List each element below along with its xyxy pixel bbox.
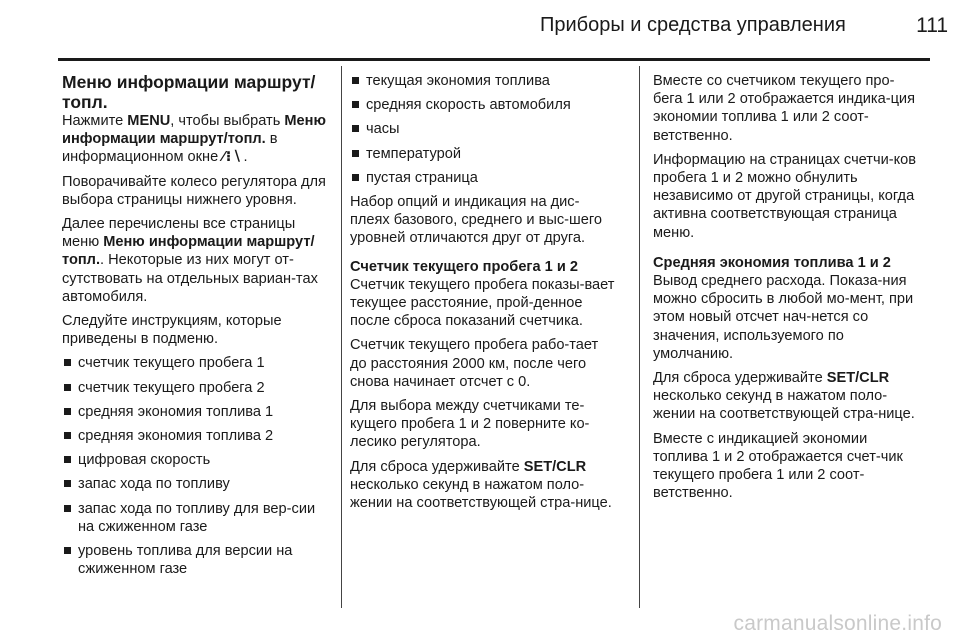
pages-list-continued <box>350 72 618 187</box>
paragraph-together: Вместе со счетчиком текущего про-бега 1 или 2 отображается индика-ция экономии топлива 1 или 2 соот-ветственно. <box>653 73 915 144</box>
paragraph-trip-shows: Счетчик текущего пробега показы-вает текущее расстояние, прой-денное после сброса показаний счетчика. <box>350 276 615 330</box>
header-rule <box>58 58 930 61</box>
list-item: температурой <box>350 145 618 163</box>
text: , чтобы выбрать <box>170 113 285 129</box>
list-item: счетчик текущего пробега 1 <box>62 354 330 372</box>
list-item: цифровая скорость <box>62 451 330 469</box>
column-1 <box>62 72 330 584</box>
column-3 <box>653 72 921 508</box>
paragraph-follow-instructions: Следуйте инструкциям, которые приведены в подменю. <box>62 313 282 348</box>
list-item: часы <box>350 120 618 138</box>
text: Для сброса удерживайте <box>350 458 524 475</box>
paragraph-turn-knob: Поворачивайте колесо регулятора для выбора страницы нижнего уровня. <box>62 173 326 208</box>
watermark: carmanualsonline.info <box>733 612 942 635</box>
page-number: 111 <box>916 14 948 37</box>
page-header-title: Приборы и средства управления <box>540 14 846 36</box>
text: Нажмите <box>62 113 128 129</box>
text: Далее перечислены все страницы меню <box>62 216 296 251</box>
trip-fuel-icon: ⁄⁝∖ <box>222 149 244 166</box>
list-item: текущая экономия топлива <box>350 72 618 90</box>
list-item: счетчик текущего пробега 2 <box>62 379 330 397</box>
paragraph-pages-list <box>62 215 330 306</box>
paragraph-options: Набор опций и индикация на дис-плеях базового, среднего и выс-шего уровней отличаются друг от друга. <box>350 194 602 247</box>
set-clr-key-label: SET/CLR <box>523 458 587 475</box>
list-item: запас хода по топливу <box>62 475 330 493</box>
text: несколько секунд в нажатом поло-жении на соответствующей стра-нице. <box>350 476 612 512</box>
column-2 <box>350 72 618 518</box>
list-item: средняя экономия топлива 2 <box>62 427 330 445</box>
menu-name-label: Меню информации маршрут/ топл. <box>62 234 315 269</box>
paragraph-avg-fuel: Вывод среднего расхода. Показа-ния можно сбросить в любой мо-мент, при этом новый отсчет нач-нется со значения, используемого по умолчанию. <box>653 273 914 362</box>
text: в информационном окне <box>62 131 278 166</box>
subsection-title-trip: Счетчик текущего пробега 1 и 2 <box>350 258 578 275</box>
text: Для сброса удерживайте <box>653 370 827 387</box>
text: . Некоторые из них могут от-сутствовать на отдельных вариан-тах автомобиля. <box>62 252 318 305</box>
list-item: пустая страница <box>350 169 618 187</box>
menu-name-label: Меню информации маршрут/топл. <box>62 113 326 148</box>
column-divider-1 <box>341 66 342 608</box>
column-divider-2 <box>639 66 640 608</box>
paragraph-avg-together: Вместе с индикацией экономии топлива 1 и 2 отображается счет-чик текущего пробега 1 или 2 соот-ветственно. <box>653 430 903 502</box>
paragraph-reset-independent: Информацию на страницах счетчи-ков пробега 1 и 2 можно обнулить независимо от другой страницы, когда активна соответствующая страница меню. <box>653 151 917 241</box>
text: . <box>243 149 248 166</box>
list-item: уровень топлива для версии на сжиженном газе <box>62 542 330 578</box>
subsection-title-avg-fuel: Средняя экономия топлива 1 и 2 <box>653 254 891 271</box>
list-item: средняя скорость автомобиля <box>350 96 618 114</box>
paragraph-avg-reset <box>653 369 921 424</box>
pages-list <box>62 354 330 578</box>
text: несколько секунд в нажатом поло-жении на соответствующей стра-нице. <box>653 388 915 423</box>
list-item: средняя экономия топлива 1 <box>62 403 330 421</box>
list-item: запас хода по топливу для вер-сии на сжиженном газе <box>62 500 330 536</box>
section-title: Меню информации маршрут/ топл. <box>62 72 316 112</box>
paragraph-trip-select: Для выбора между счетчиками те-кущего пробега 1 и 2 поверните ко-лесико регулятора. <box>350 398 590 451</box>
set-clr-key-label: SET/CLR <box>826 370 890 387</box>
menu-key-label: MENU <box>127 113 171 129</box>
paragraph-trip-reset <box>350 458 618 513</box>
paragraph-trip-range: Счетчик текущего пробега рабо-тает до расстояния 2000 км, после чего снова начинает отсчет с 0. <box>350 337 599 390</box>
paragraph-press-menu <box>62 112 330 167</box>
